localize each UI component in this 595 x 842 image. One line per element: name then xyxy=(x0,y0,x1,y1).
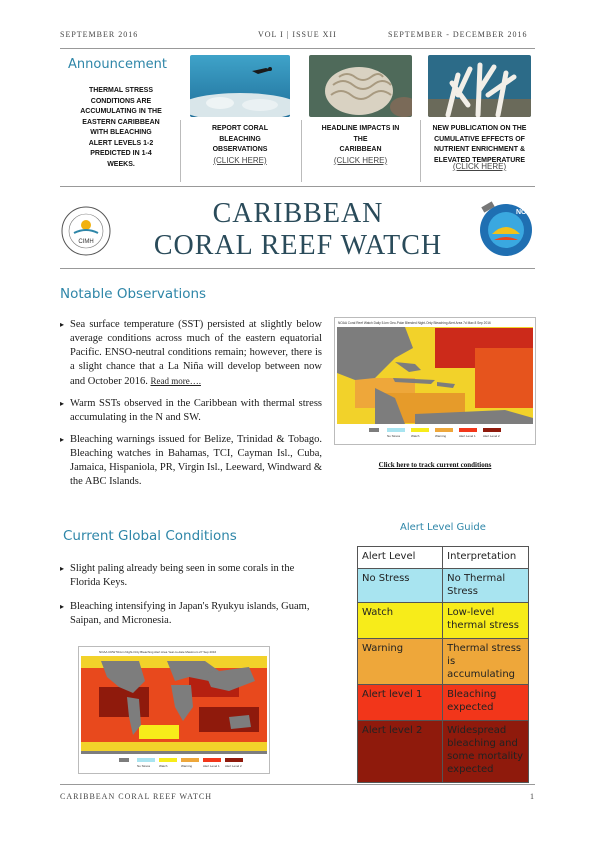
announcement-title: Announcement xyxy=(68,57,167,72)
header-interpretation: Interpretation xyxy=(443,547,529,569)
noaa-coral-reef-watch-logo xyxy=(476,200,536,260)
brain-coral-photo[interactable] xyxy=(309,55,412,117)
legend-alert-2: Alert Level 2 xyxy=(483,434,500,438)
header-alert-level: Alert Level xyxy=(358,547,443,569)
footer-title: CARIBBEAN CORAL REEF WATCH xyxy=(60,792,213,801)
table-row xyxy=(358,685,529,721)
page-title: CARIBBEAN CORAL REEF WATCH xyxy=(153,198,443,261)
column-divider xyxy=(180,120,181,182)
publication-click-link[interactable]: (CLICK HERE) xyxy=(452,162,507,171)
list-item: ▸ Warm SSTs observed in the Caribbean with thermal stress accumulating in the N and SW. xyxy=(60,398,322,423)
alert-guide-title: Alert Level Guide xyxy=(400,522,486,533)
legend-alert-1: Alert Level 1 xyxy=(459,434,476,438)
list-item: ▸ Bleaching intensifying in Japan's Ryukyu islands, Guam, Saipan, and Micronesia. xyxy=(60,601,310,626)
column-divider xyxy=(420,120,421,182)
footer-rule xyxy=(60,784,535,785)
table-row xyxy=(358,569,529,603)
legend-warning: Warning xyxy=(435,434,447,438)
page-number: 1 xyxy=(530,792,535,801)
report-click-link[interactable]: (CLICK HERE) xyxy=(213,156,267,165)
global-bullets xyxy=(60,562,322,636)
global-legend-alert-2: Alert Level 2 xyxy=(225,764,242,768)
global-legend-watch: Watch xyxy=(159,764,168,768)
masthead-bottom-rule xyxy=(60,268,535,269)
bullet-arrow-icon: ▸ xyxy=(60,320,65,329)
notable-observations-heading: Notable Observations xyxy=(60,286,207,302)
cimh-logo-text: CIMH xyxy=(78,239,94,245)
header-period: SEPTEMBER - DECEMBER 2016 xyxy=(388,30,528,39)
global-legend-alert-1: Alert Level 1 xyxy=(203,764,220,768)
table-row xyxy=(358,603,529,639)
level-warning: Warning xyxy=(358,639,443,685)
branching-coral-photo[interactable] xyxy=(428,55,531,117)
list-item: ▸ Sea surface temperature (SST) persisted at slightly below average conditions across much of the eastern equatorial Pacific. ENSO-neutral conditions remain; however, there is a slight chance that a La Niña will develop between now and October 2016. Read more…. xyxy=(60,319,322,387)
caribbean-bleaching-alert-map[interactable] xyxy=(334,317,536,445)
bullet-arrow-icon: ▸ xyxy=(60,435,65,444)
meaning-no-stress: No Thermal Stress xyxy=(443,569,529,603)
masthead-top-rule xyxy=(60,186,535,187)
announcement-text: THERMAL STRESS CONDITIONS ARE ACCUMULATING IN THE EASTERN CARIBBEAN WITH BLEACHING ALERT LEVELS 1-2 PREDICTED IN 1-4 WEEKS. xyxy=(80,87,162,168)
table-row xyxy=(358,639,529,685)
alert-level-table xyxy=(357,546,529,783)
legend-watch: Watch xyxy=(411,434,420,438)
caribbean-map-title: NOAA Coral Reef Watch Daily 5-km Geo-Polar Blended Night-Only Bleaching Alert Area 7d Max 8 Sep 2016 xyxy=(338,321,491,325)
level-alert-1: Alert level 1 xyxy=(358,685,443,721)
level-alert-2: Alert level 2 xyxy=(358,721,443,783)
cimh-logo xyxy=(60,205,112,257)
list-item: ▸ Slight paling already being seen in some corals in the Florida Keys. xyxy=(60,563,295,588)
global-legend-warning: Warning xyxy=(181,764,193,768)
list-item: ▸ Bleaching warnings issued for Belize, Trinidad & Tobago. Bleaching watches in Bahamas, TCI, Cayman Isl., Cuba, Jamaica, Hispaniola, PR, Virgin Isl., Leeward, Windward & the ABC Islands. xyxy=(60,434,322,487)
bullet-arrow-icon: ▸ xyxy=(60,564,65,573)
meaning-warning: Thermal stress is accumulating xyxy=(443,639,529,685)
bullet-arrow-icon: ▸ xyxy=(60,602,65,611)
column-divider xyxy=(301,120,302,182)
header-date: SEPTEMBER 2016 xyxy=(60,30,139,39)
level-no-stress: No Stress xyxy=(358,569,443,603)
card-publication-text: NEW PUBLICATION ON THE CUMULATIVE EFFECTS OF NUTRIENT ENRICHMENT & ELEVATED TEMPERATURE xyxy=(432,125,527,164)
bullet-arrow-icon: ▸ xyxy=(60,399,65,408)
legend-no-stress: No Stress xyxy=(387,434,401,438)
diver-bleached-reef-photo[interactable] xyxy=(190,55,290,117)
header-rule xyxy=(60,48,535,49)
header-issue: VOL I | ISSUE XII xyxy=(258,30,337,39)
global-bleaching-alert-map[interactable] xyxy=(78,646,270,774)
table-header-row xyxy=(358,547,529,569)
meaning-watch: Low-level thermal stress xyxy=(443,603,529,639)
track-conditions-link[interactable]: Click here to track current conditions xyxy=(378,461,492,469)
headline-click-link[interactable]: (CLICK HERE) xyxy=(333,156,388,165)
meaning-alert-1: Bleaching expected xyxy=(443,685,529,721)
card-headline-text: HEADLINE IMPACTS IN THE CARIBBEAN xyxy=(321,125,400,153)
table-row xyxy=(358,721,529,783)
card-report-text: REPORT CORAL BLEACHING OBSERVATIONS xyxy=(212,125,268,153)
noaa-logo-text: NOAA xyxy=(516,209,536,216)
global-map-title: NOAA CRW 50-km Night-Only Bleaching Alert Area Year-to-date Maximum 27 Sep 2016 xyxy=(99,650,217,654)
global-conditions-heading: Current Global Conditions xyxy=(63,528,237,544)
read-more-link[interactable]: Read more…. xyxy=(150,376,201,386)
meaning-alert-2: Widespread bleaching and some mortality expected xyxy=(443,721,529,783)
level-watch: Watch xyxy=(358,603,443,639)
notable-bullets xyxy=(60,318,322,497)
global-legend-no-stress: No Stress xyxy=(137,764,151,768)
